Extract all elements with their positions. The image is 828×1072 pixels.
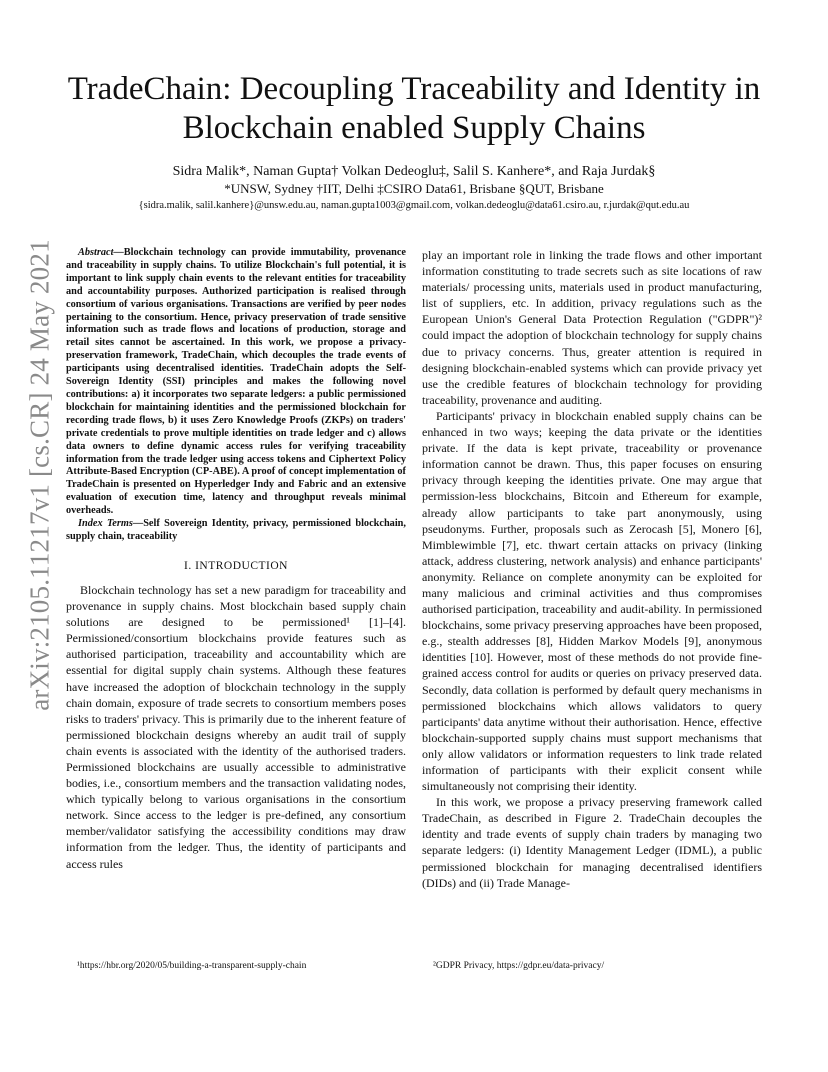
abstract-lead: Abstract—	[78, 247, 124, 258]
intro-paragraph-4: In this work, we propose a privacy preserving framework called TradeChain, as described in Figure 2. TradeChain decouples the identity and trade events of supply chain traders by managing two separate ledgers: (i) Identity Management Ledger (IDML), a public permissioned blockchain for managing decentralised identifiers (DIDs) and (ii) Trade Manage-	[422, 795, 762, 890]
section-heading: I. INTRODUCTION	[184, 559, 288, 572]
intro-paragraph-2: play an important role in linking the trade flows and other important information constituting to trade secrets such as site locations of raw materials/ processing units, materials used in product manufacturing, list of suppliers, etc. In addition, privacy regulations such as the European Union's General Data Protection Regulation ("GDPR")² could impact the adoption of blockchain technology for supply chains due to privacy concerns. Thus, greater attention is required in designing blockchain-enabled systems which can provide privacy yet use the credible features of blockchain technology for providing traceability, provenance and auditing.	[422, 248, 762, 407]
paper-title: TradeChain: Decoupling Traceability and Identity in Blockchain enabled Supply Chains	[67, 71, 761, 146]
footnote-1[interactable]	[77, 960, 306, 972]
footnote-1-text[interactable]: ¹https://hbr.org/2020/05/building-a-transparent-supply-chain	[77, 961, 307, 971]
index-terms-text: Self Sovereign Identity, privacy, permissioned blockchain, supply chain, traceability	[66, 518, 406, 542]
intro-paragraph-1: Blockchain technology has set a new paradigm for traceability and provenance in supply chains. Most blockchain based supply chain solutions are designed to be permissioned¹ [1]–[4]. Permissioned/consortium blockchains provide features such as authorised participation, traceability and accountability which are essential for digital supply chain systems. Although these features have increased the adoption of blockchain technology in the supply chain domain, exposure of trade secrets to consortium members poses risks to traders' privacy. This is primarily due to the inherent feature of permissioned blockchain designs whereby an audit trail of supply chain events is associated with the identity of the authorised traders. Permissioned blockchains are usually accessible to administrative bodies, i.e., consortium members and the transaction validating nodes, which typically belong to various organisations in the consortium network. Since access to the ledger is pre-defined, any consortium member/validator satisfying the accessibility conditions may draw information from the ledger. Thus, the identity of participants and access rules	[66, 582, 406, 871]
abstract	[66, 247, 406, 518]
arxiv-identifier: arXiv:2105.11217v1 [cs.CR] 24 May 2021	[24, 239, 55, 711]
abstract-text: Blockchain technology can provide immutability, provenance and traceability in supply chains. To utilize Blockchain's full potential, it is important to link supply chain events to the relevant entities for traceability and accountability purposes. Authorized participation is realised through consortium of various organisations. Transactions are verified by peer nodes pertaining to the consortium. Hence, privacy preservation of trade sensitive information such as trade flows and locations of production, storage and retail sites cannot be ascertained. In this work, we propose a privacy-preservation framework, TradeChain, which decouples the trade events of participants using decentralised identities. TradeChain adopts the Self-Sovereign Identity (SSI) principles and makes the following novel contributions: a) it incorporates two separate ledgers: a public permissioned blockchain for maintaining identities and the permissioned blockchain for recording trade flows, b) it uses Zero Knowledge Proofs (ZKPs) on traders' private credentials to prove multiple identities on trade ledger and c) allows data owners to define dynamic access rules for verifying traceability information from the trade ledger using access tokens and Ciphertext Policy Attribute-Based Encryption (CP-ABE). A proof of concept implementation of TradeChain is presented on Hyperledger Indy and Fabric and an extensive evaluation of execution time, latency and throughput reveals minimal overheads.	[66, 247, 406, 517]
author-list: Sidra Malik*, Naman Gupta† Volkan Dedeoglu‡, Salil S. Kanhere*, and Raja Jurdak§	[172, 164, 656, 179]
affiliations: *UNSW, Sydney †IIT, Delhi ‡CSIRO Data61, Brisbane §QUT, Brisbane	[224, 181, 604, 196]
footnote-2[interactable]	[433, 960, 604, 972]
intro-paragraph-3: Participants' privacy in blockchain enabled supply chains can be enhanced in two ways; keeping the data private or the identities private. If the data is kept private, traceability or provenance information cannot be drawn. Thus, this paper focuses on ensuring privacy through keeping the identities private. One may argue that permission-less blockchains, Bitcoin and Ethereum for example, already allow participants to take part anonymously, using pseudonyms. Further, proposals such as Zerocash [5], Monero [6], Mimblewimble [7], etc. thwart certain attacks on privacy (linking attack, address clustering, network analysis) and enhance participants' anonymity. Reliance on complete anonymity can be exploited for many malicious and criminal activities and thus compromises authorised participation, traceability and audit-ability. In permissioned blockchains, some privacy preserving approaches have been proposed, e.g., stealth addresses [8], Hidden Markov Models [9], anonymous identities [10]. However, most of these methods do not provide fine-grained access control for audits or queries on privacy preserved data. Secondly, data collation is performed by default query mechanisms in permissioned blockchains which allows validators to query participants' data anytime without their authorisation. Hence, effective blockchain-supported supply chains must support mechanisms that only allow validators or information requesters to link trade related information of participants with their explicit consent while simultaneously not comprising their identity.	[422, 408, 762, 794]
right-column	[422, 247, 762, 891]
footnote-2-text[interactable]: ²GDPR Privacy, https://gdpr.eu/data-privacy/	[433, 961, 605, 971]
index-terms	[66, 518, 406, 544]
author-emails: {sidra.malik, salil.kanhere}@unsw.edu.au, naman.gupta1003@gmail.com, volkan.dedeoglu@data61.csiro.au, r.jurdak@qut.edu.au	[138, 200, 690, 211]
index-terms-lead: Index Terms—	[78, 518, 144, 530]
left-column	[66, 247, 406, 872]
arxiv-sidebar	[20, 239, 60, 711]
